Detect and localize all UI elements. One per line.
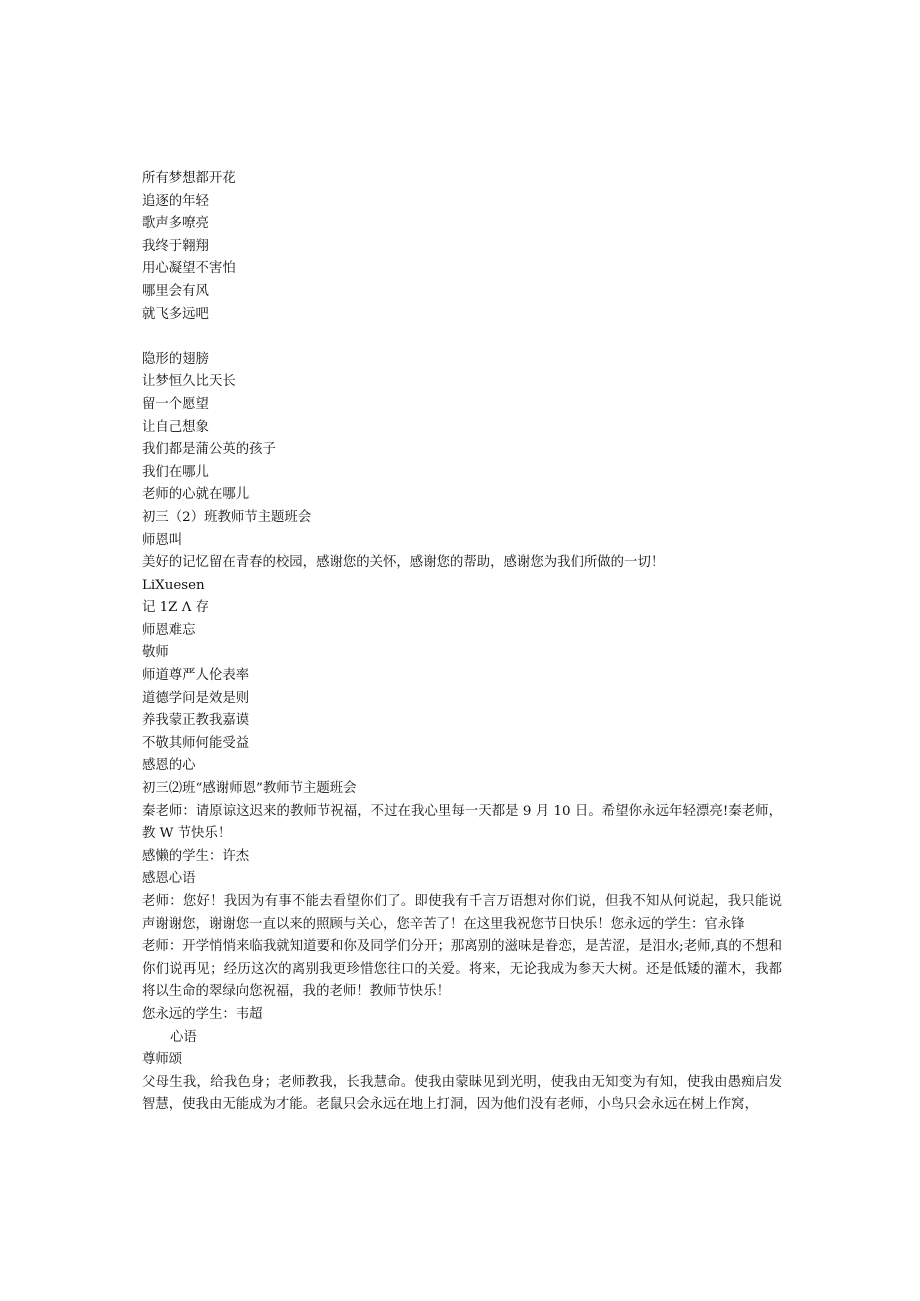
poem-line: 我终于翱翔	[142, 238, 209, 254]
poem-line: 让梦恒久比天长	[142, 374, 236, 390]
verse-line: 不敬其师何能受益	[142, 735, 250, 751]
message-paragraph: 秦老师：请原谅这迟来的教师节祝福，不过在我心里每一天都是 9 月 10 日。希望你永远年轻漂亮!秦老师，教 W 节快乐！	[142, 803, 782, 842]
stanza-gap	[142, 326, 782, 349]
sub-heading: 心语	[170, 1029, 197, 1045]
section-title: 初三（2）班教师节主题班会	[142, 509, 312, 525]
note-text: 记 1Z Λ 存	[142, 600, 210, 616]
heading: 敬师	[142, 645, 169, 661]
poem-line: 歌声多嘹亮	[142, 216, 209, 232]
poem-stanza-2	[142, 349, 782, 507]
verse-line: 师道尊严人伦表率	[142, 668, 250, 684]
message-paragraph: 老师：您好！我因为有事不能去看望你们了。即使我有千言万语想对你们说，但我不知从何说起，我只能说声谢谢您，谢谢您一直以来的照顾与关心，您辛苦了！在这里我祝您节日快乐！您永远的学生：官永锋	[142, 894, 782, 932]
heading: 感恩的心	[142, 758, 196, 774]
poem-line: 让自己想象	[142, 419, 209, 435]
heading: 师恩难忘	[142, 622, 196, 638]
poem-line: 就飞多远吧	[142, 306, 209, 322]
poem-line: 所有梦想都开花	[142, 171, 236, 186]
section-class-meeting-2	[142, 778, 782, 1117]
poem-line: 留一个愿望	[142, 396, 209, 412]
message-text: 美好的记忆留在青春的校园，感谢您的关怀，感谢您的帮助，感谢您为我们所做的一切！	[142, 555, 665, 571]
poem-stanza-1	[142, 168, 782, 326]
heading: 尊师颂	[142, 1052, 183, 1068]
poem-line: 追逐的年轻	[142, 193, 209, 209]
verse-line: 道德学问是效是则	[142, 690, 250, 706]
poem-line: 老师的心就在哪儿	[142, 487, 250, 503]
message-paragraph: 父母生我，给我色身；老师教我，长我慧命。使我由蒙昧见到光明，使我由无知变为有知，使我由愚痴启发智慧，使我由无能成为才能。老鼠只会永远在地上打洞，因为他们没有老师，小鸟只会永远在树上作窝，	[142, 1074, 782, 1113]
signature: 您永远的学生：韦超	[142, 1006, 263, 1022]
section-class-meeting-1	[142, 507, 782, 778]
poem-line: 我们都是蒲公英的孩子	[142, 442, 276, 458]
document-page	[142, 168, 782, 1117]
poem-line: 用心凝望不害怕	[142, 261, 236, 277]
poem-line: 隐形的翅膀	[142, 351, 209, 367]
poem-line: 哪里会有风	[142, 283, 209, 299]
section-title: 初三⑵班“感谢师恩”教师节主题班会	[142, 781, 357, 797]
section-subtitle: 师恩叫	[142, 532, 183, 548]
signature: 感懒的学生：许杰	[142, 848, 250, 864]
author-name: LiXuesen	[142, 577, 205, 593]
heading: 感恩心语	[142, 871, 196, 887]
verse-line: 养我蒙正教我嘉谟	[142, 713, 250, 729]
poem-line: 我们在哪儿	[142, 464, 209, 480]
message-paragraph: 老师：开学悄悄来临我就知道要和你及同学们分开；那离别的滋味是眷恋，是苦涩，是泪水;老师,真的不想和你们说再见；经历这次的离别我更珍惜您往口的关爱。将来，无论我成为参天大树。还是低矮的灌木，我都将以生命的翠绿向您祝福，我的老师！教师节快乐！	[142, 939, 782, 1000]
